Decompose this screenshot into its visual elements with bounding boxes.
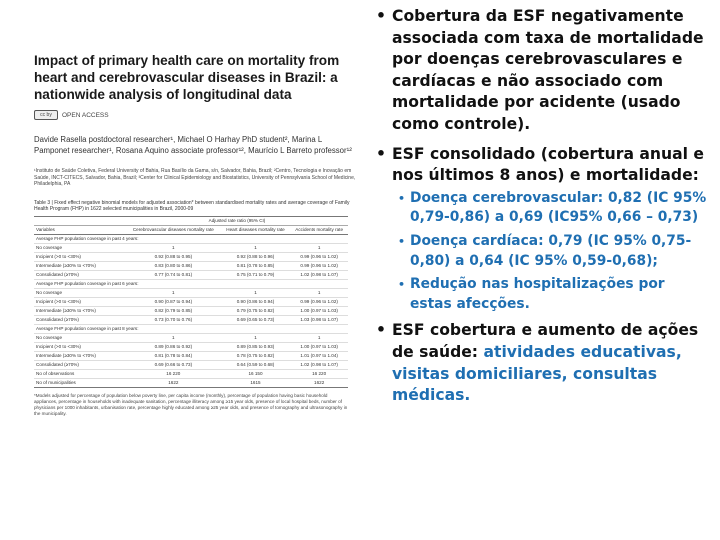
- bullet-text: ESF consolidado (cobertura anual e nos últimos 8 anos) e mortalidade:: [392, 144, 705, 185]
- table-row: Consolidated (≥70%) 0.73 (0.70 to 0.76) 0.69 (0.65 to 0.73) 1.03 (0.98 to 1.07): [34, 315, 348, 324]
- bullet-dot-icon: •: [376, 7, 386, 25]
- paper-clipping: [30, 44, 358, 417]
- open-access-line: [34, 110, 358, 120]
- group-row: Average FHP population coverage in past 6 years:: [34, 279, 348, 288]
- group-row: Average FHP population coverage in past 4 years:: [34, 234, 348, 243]
- bullet-dot-icon: •: [376, 321, 386, 340]
- table-row: Consolidated (≥70%) 0.77 (0.74 to 0.81) 0.75 (0.71 to 0.79) 1.02 (0.98 to 1.07): [34, 270, 348, 279]
- sub-bullet-item: • Redução nas hospitalizações por estas afecções.: [398, 276, 665, 312]
- group-row: Average FHP population coverage in past 8 years:: [34, 324, 348, 333]
- bullet-text: ESF cobertura e aumento de ações de saúde:: [392, 321, 699, 361]
- bullet-item: [370, 6, 710, 136]
- table-row: Intermediate (≥30% to <70%) 0.82 (0.79 to 0.85) 0.79 (0.75 to 0.82) 1.00 (0.97 to 1.03): [34, 306, 348, 315]
- open-access-label: OPEN ACCESS: [62, 111, 109, 119]
- cc-license-icon: cc by: [34, 110, 58, 120]
- col-cerebrovascular: Cerebrovascular diseases mortality rate: [126, 225, 221, 234]
- table-row: No of observations 16 220 16 150 16 220: [34, 369, 348, 378]
- sub-bullet-dot-icon: •: [398, 234, 406, 248]
- table-row: Intermediate (≥30% to <70%) 0.81 (0.78 to 0.84) 0.78 (0.75 to 0.82) 1.01 (0.97 to 1.04): [34, 351, 348, 360]
- sub-bullet-dot-icon: •: [398, 278, 406, 292]
- bullet-item: [370, 320, 710, 406]
- sub-bullet-list: [370, 189, 710, 315]
- bullet-text: Cobertura da ESF negativamente associada com taxa de mortalidade por doenças cerebrovasculares e cardíacas e não associado com mortalidade por acidente (usado como controle).: [392, 7, 704, 133]
- table-row: No coverage 1 1 1: [34, 288, 348, 297]
- table-row: Incipient (>0 to <30%) 0.89 (0.86 to 0.92) 0.89 (0.85 to 0.93) 1.00 (0.97 to 1.03): [34, 342, 348, 351]
- paper-authors: Davide Rasella postdoctoral researcher¹, Michael O Harhay PhD student², Marina L Pamponet researcher¹, Rosana Aquino associate professor¹², Maurício L Barreto professor¹²: [34, 135, 352, 155]
- table-row: No coverage 1 1 1: [34, 243, 348, 252]
- table-row: Intermediate (≥30% to <70%) 0.83 (0.80 to 0.86) 0.81 (0.78 to 0.85) 0.99 (0.96 to 1.02): [34, 261, 348, 270]
- sub-bullet-item: • Doença cerebrovascular: 0,82 (IC 95% 0,79-0,86) a 0,69 (IC95% 0,66 – 0,73): [398, 189, 707, 226]
- sub-bullet-item: • Doença cardíaca: 0,79 (IC 95% 0,75-0,80) a 0,64 (IC 95% 0,59-0,68);: [398, 232, 692, 269]
- table-row: No coverage 1 1 1: [34, 333, 348, 342]
- bullet-list: [370, 6, 710, 407]
- paper-title: Impact of primary health care on mortality from heart and cerebrovascular diseases in Brazil: a nationwide analysis of longitudinal data: [34, 53, 340, 102]
- col-heart: Heart diseases mortality rate: [221, 225, 291, 234]
- col-variables: Variables: [34, 225, 126, 234]
- table-row: Consolidated (≥70%) 0.69 (0.66 to 0.73) 0.64 (0.59 to 0.68) 1.02 (0.98 to 1.07): [34, 360, 348, 369]
- table-row: No of municipalities 1622 1615 1622: [34, 378, 348, 387]
- bullet-item: [370, 144, 710, 187]
- table-footnote: *Models adjusted for percentage of population below poverty line, per capita income (monthly), percentage of population having basic household appliances, percentage in households with inadequate sanitation, percentage illiteracy among ≥15 year olds, presence of local hospital beds, number of physicians per 1000 inhabitants, urbanisation rate, percentage highly educated among ≥25 year olds, and presence of tomography and ultrasonography in the municipality.: [34, 392, 348, 416]
- header-group: Adjusted rate ratio (95% CI): [126, 216, 348, 225]
- sub-bullet-dot-icon: •: [398, 191, 406, 205]
- bullet-dot-icon: •: [376, 144, 386, 163]
- table-row: Incipient (>0 to <30%) 0.90 (0.87 to 0.94) 0.90 (0.86 to 0.94) 0.99 (0.96 to 1.02): [34, 297, 348, 306]
- paper-affiliations: ¹Instituto de Saúde Coletiva, Federal University of Bahia, Rua Basílio da Gama, s/n, Salvador, Bahia, Brazil; ²Centro, Tecnologia e Inovação em Saúde, INCT-CITECS, Salvador, Bahia, Brazil; ³Center for Clinical Epidemiology and Biostatistics, University of Pennsylvania School of Medicine, Philadelphia, PA: [34, 168, 356, 187]
- table-caption: Table 3 | Fixed effect negative binomial models for adjusted association* between standardised mortality rates and average coverage of Family Health Program (FHP) in 1622 selected municipalities in Brazil, 2000-09: [34, 199, 350, 212]
- table-row: Incipient (>0 to <30%) 0.92 (0.88 to 0.95) 0.92 (0.88 to 0.96) 0.99 (0.96 to 1.02): [34, 252, 348, 261]
- col-accidents: Accidents mortality rate: [290, 225, 348, 234]
- table-header-group-row: [34, 216, 348, 225]
- results-table: [34, 216, 348, 388]
- table-header-row: [34, 225, 348, 234]
- bullet-highlight: atividades educativas, visitas domiciliares, consultas médicas.: [392, 342, 682, 405]
